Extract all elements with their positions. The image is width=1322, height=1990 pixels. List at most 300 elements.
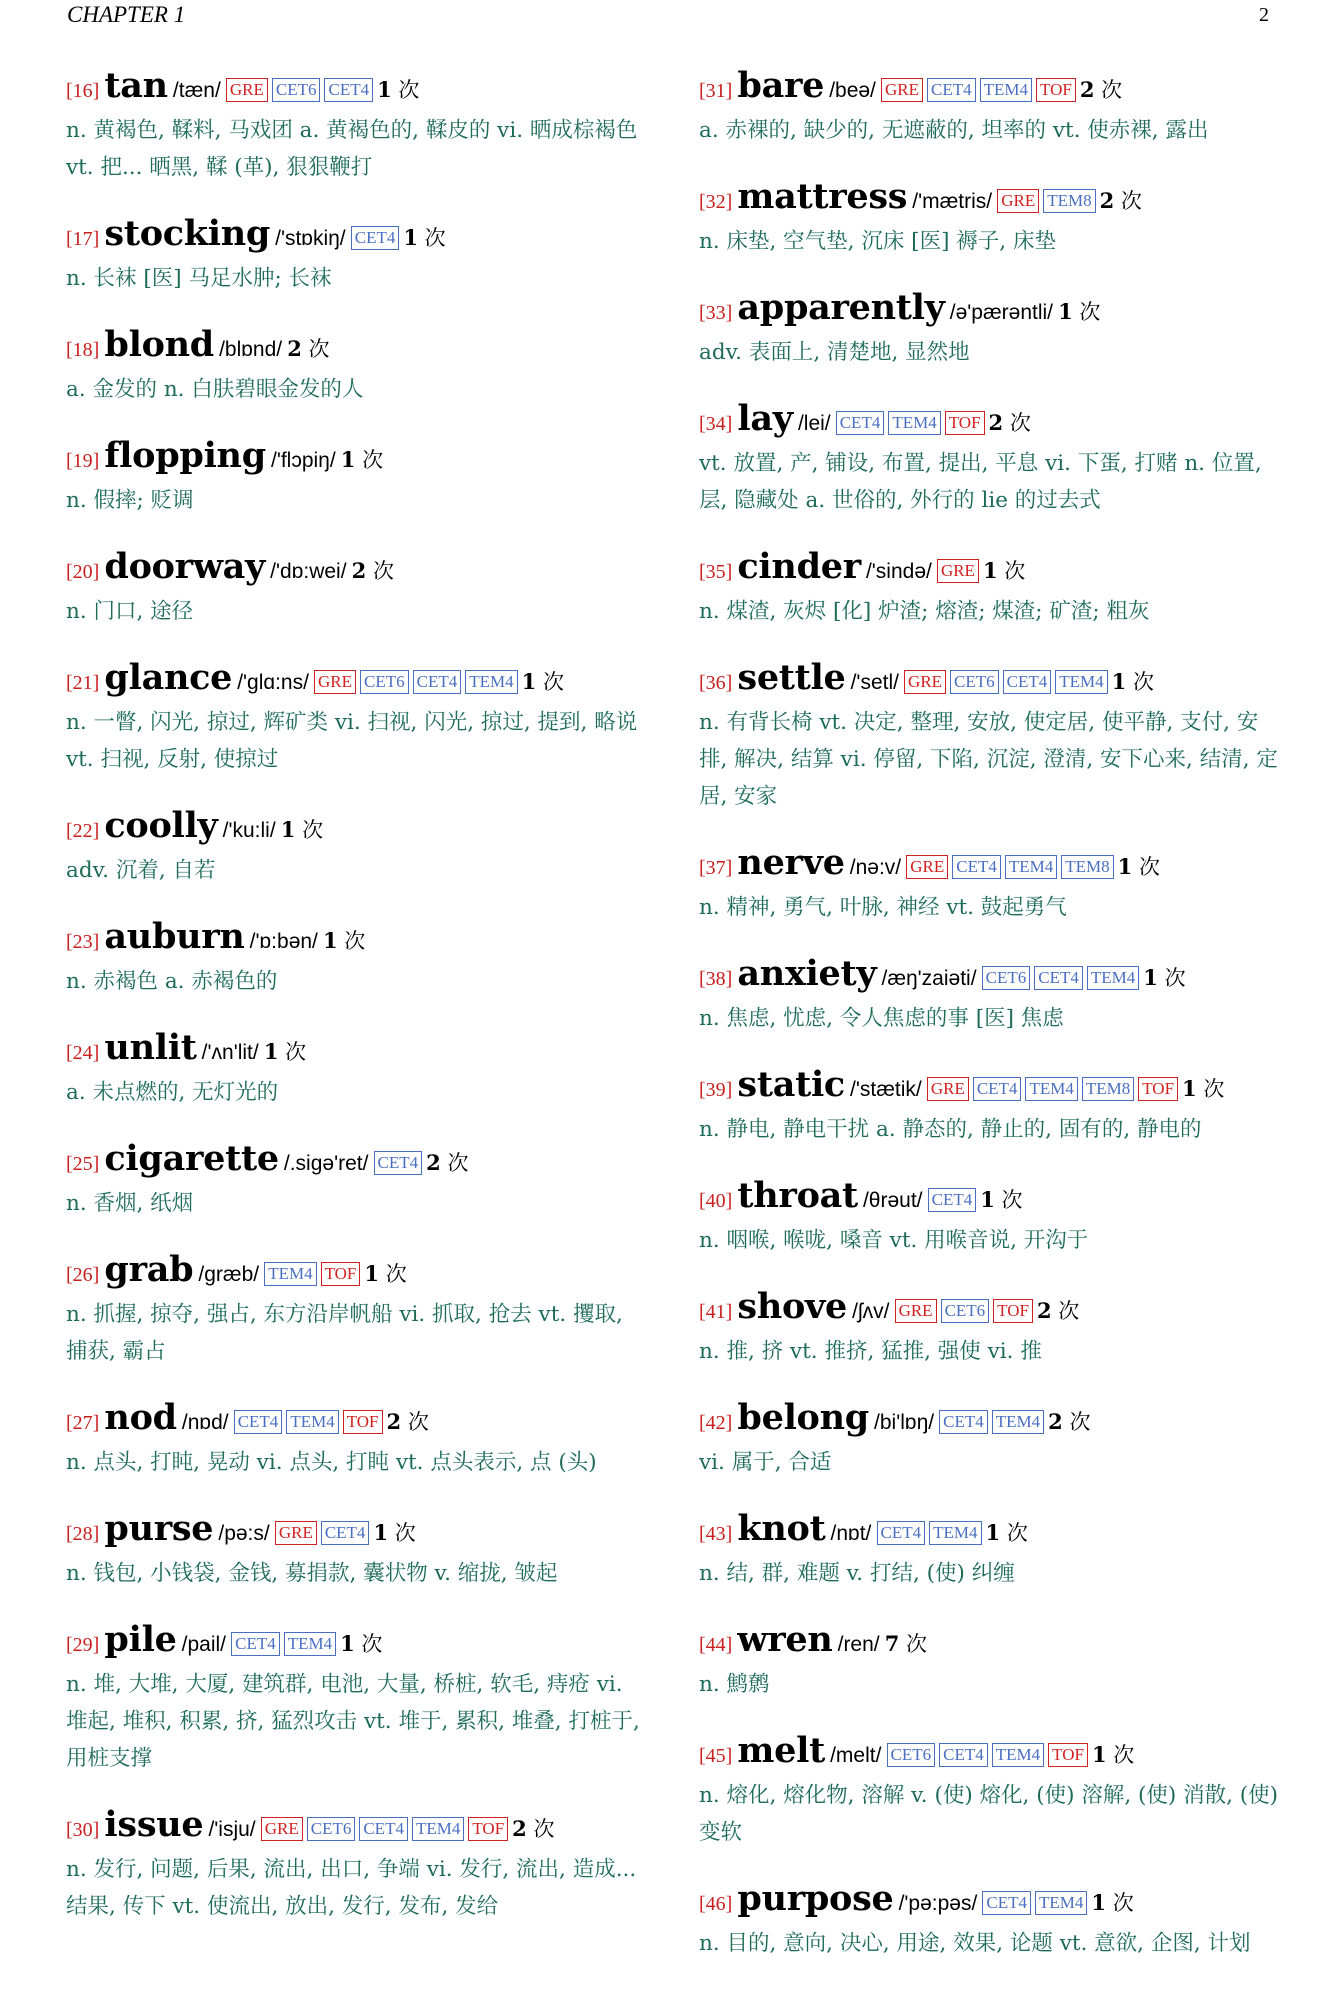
vocab-entry xyxy=(699,1731,1279,1851)
exam-tag: CET6 xyxy=(950,670,999,694)
entry-number: [18] xyxy=(66,339,100,361)
entry-number: [19] xyxy=(66,450,100,472)
entry-headline xyxy=(66,806,646,852)
headword: nerve xyxy=(737,842,845,883)
occurrence-count xyxy=(1092,1743,1134,1767)
pronunciation: /nɒt/ xyxy=(830,1522,872,1545)
entry-number: [42] xyxy=(699,1412,733,1434)
count-suffix: 次 xyxy=(1164,966,1186,990)
vocab-entry xyxy=(66,658,646,778)
count-number: 1 xyxy=(1182,1076,1197,1101)
count-number: 7 xyxy=(884,1631,900,1656)
headword: unlit xyxy=(104,1027,197,1068)
exam-tag: GRE xyxy=(906,855,948,879)
definition: n. 目的, 意向, 决心, 用途, 效果, 论题 vt. 意欲, 企图, 计划 xyxy=(699,1931,1251,1956)
occurrence-count xyxy=(1118,855,1160,879)
exam-tag: GRE xyxy=(275,1521,317,1545)
occurrence-count xyxy=(1143,966,1185,990)
count-suffix: 次 xyxy=(1113,1743,1135,1767)
exam-tag: TOF xyxy=(993,1299,1033,1323)
exam-tag: TOF xyxy=(343,1410,383,1434)
pronunciation: /'ɒ:bən/ xyxy=(249,930,318,953)
occurrence-count xyxy=(377,78,419,102)
occurrence-count xyxy=(264,1040,306,1064)
vocab-entry xyxy=(699,288,1279,371)
entry-headline xyxy=(66,1139,646,1185)
pronunciation: /'isju/ xyxy=(208,1818,256,1841)
entry-headline xyxy=(66,1398,646,1444)
count-suffix: 次 xyxy=(1112,1891,1134,1915)
count-suffix: 次 xyxy=(1120,189,1142,213)
entry-number: [39] xyxy=(699,1079,733,1101)
vocab-entry xyxy=(66,547,646,630)
count-suffix: 次 xyxy=(1079,300,1101,324)
exam-tag: CET4 xyxy=(234,1410,283,1434)
entry-number: [29] xyxy=(66,1634,100,1656)
exam-tag: TEM4 xyxy=(980,78,1032,102)
occurrence-count xyxy=(989,411,1031,435)
count-number: 2 xyxy=(287,336,302,361)
occurrence-count xyxy=(1058,300,1100,324)
entry-number: [36] xyxy=(699,672,733,694)
exam-tag: GRE xyxy=(226,78,268,102)
pronunciation: /tæn/ xyxy=(172,79,221,102)
vocab-entry xyxy=(66,1250,646,1370)
occurrence-count xyxy=(1112,670,1154,694)
exam-tag: TOF xyxy=(1138,1077,1178,1101)
headword: pile xyxy=(104,1619,177,1660)
count-number: 1 xyxy=(377,77,392,102)
headword: cigarette xyxy=(104,1138,279,1179)
entry-headline xyxy=(66,1620,646,1666)
exam-tag: TEM8 xyxy=(1061,855,1113,879)
exam-tag: TEM4 xyxy=(264,1262,316,1286)
exam-tag: TEM4 xyxy=(284,1632,336,1656)
occurrence-count xyxy=(364,1262,406,1286)
vocab-entry xyxy=(699,1398,1279,1481)
headword: flopping xyxy=(104,435,266,476)
vocab-entry xyxy=(699,177,1279,260)
entry-headline xyxy=(66,325,646,371)
exam-tag: CET4 xyxy=(973,1077,1022,1101)
entry-number: [44] xyxy=(699,1634,733,1656)
headword: knot xyxy=(737,1508,826,1549)
count-suffix: 次 xyxy=(1004,559,1026,583)
headword: auburn xyxy=(104,916,245,957)
count-number: 2 xyxy=(1048,1409,1063,1434)
exam-tag: CET4 xyxy=(928,1188,977,1212)
count-suffix: 次 xyxy=(344,929,366,953)
occurrence-count xyxy=(885,1632,927,1656)
exam-tag: CET6 xyxy=(941,1299,990,1323)
entry-headline xyxy=(699,547,1279,593)
occurrence-count xyxy=(983,559,1025,583)
count-suffix: 次 xyxy=(542,670,564,694)
exam-tag: TOF xyxy=(321,1262,361,1286)
occurrence-count xyxy=(1080,78,1122,102)
definition: n. 抓握, 掠夺, 强占, 东方沿岸帆船 vi. 抓取, 抢去 vt. 攫取, 捕获, 霸占 xyxy=(66,1302,623,1364)
entry-number: [23] xyxy=(66,931,100,953)
entry-headline xyxy=(699,399,1279,445)
definition: n. 鹪鹩 xyxy=(699,1672,770,1697)
definition: n. 假摔; 贬调 xyxy=(66,488,194,513)
exam-tag: TOF xyxy=(1048,1743,1088,1767)
entry-headline xyxy=(66,1509,646,1555)
pronunciation: /ə'pærəntli/ xyxy=(949,301,1054,324)
headword: anxiety xyxy=(737,953,877,994)
count-number: 1 xyxy=(1058,299,1073,324)
entry-headline xyxy=(699,1509,1279,1555)
count-suffix: 次 xyxy=(533,1817,555,1841)
count-suffix: 次 xyxy=(398,78,420,102)
count-suffix: 次 xyxy=(447,1151,469,1175)
count-suffix: 次 xyxy=(1138,855,1160,879)
entry-headline xyxy=(699,288,1279,334)
entry-number: [26] xyxy=(66,1264,100,1286)
count-suffix: 次 xyxy=(1001,1188,1023,1212)
count-number: 1 xyxy=(403,225,418,250)
occurrence-count xyxy=(341,448,383,472)
count-suffix: 次 xyxy=(1101,78,1123,102)
entry-headline xyxy=(699,1398,1279,1444)
definition: n. 推, 挤 vt. 推挤, 猛推, 强使 vi. 推 xyxy=(699,1339,1042,1364)
entry-number: [35] xyxy=(699,561,733,583)
definition: vi. 属于, 合适 xyxy=(699,1450,832,1475)
vocab-entry xyxy=(699,1509,1279,1592)
count-number: 1 xyxy=(1111,669,1127,694)
count-suffix: 次 xyxy=(362,448,384,472)
headword: coolly xyxy=(104,805,218,846)
pronunciation: /ren/ xyxy=(837,1633,880,1656)
pronunciation: /lei/ xyxy=(797,412,831,435)
exam-tag: CET6 xyxy=(307,1817,356,1841)
occurrence-count xyxy=(1091,1891,1133,1915)
headword: lay xyxy=(737,398,793,439)
occurrence-count xyxy=(352,559,394,583)
definition: n. 黄褐色, 鞣料, 马戏团 a. 黄褐色的, 鞣皮的 vi. 晒成棕褐色 vt. 把... 晒黑, 鞣 (革), 狠狠鞭打 xyxy=(66,118,638,180)
count-number: 1 xyxy=(982,558,998,583)
count-number: 1 xyxy=(263,1039,279,1064)
count-number: 1 xyxy=(280,817,296,842)
entry-number: [16] xyxy=(66,80,100,102)
headword: blond xyxy=(104,324,214,365)
exam-tag: GRE xyxy=(314,670,356,694)
exam-tag: CET4 xyxy=(952,855,1001,879)
count-suffix: 次 xyxy=(1069,1410,1091,1434)
entry-headline xyxy=(66,1250,646,1296)
vocab-entry xyxy=(699,547,1279,630)
exam-tag: CET4 xyxy=(359,1817,408,1841)
vocab-entry xyxy=(699,399,1279,519)
exam-tag: GRE xyxy=(895,1299,937,1323)
entry-headline xyxy=(699,658,1279,704)
definition: n. 结, 群, 难题 v. 打结, (使) 纠缠 xyxy=(699,1561,1015,1586)
definition: n. 钱包, 小钱袋, 金钱, 募捐款, 囊状物 v. 缩拢, 皱起 xyxy=(66,1561,558,1586)
pronunciation: /nɒd/ xyxy=(181,1411,229,1434)
entry-number: [32] xyxy=(699,191,733,213)
entry-number: [17] xyxy=(66,228,100,250)
occurrence-count xyxy=(287,337,329,361)
exam-tag: CET4 xyxy=(413,670,462,694)
exam-tag: TEM8 xyxy=(1043,189,1095,213)
headword: cinder xyxy=(737,546,861,587)
definition: n. 静电, 静电干扰 a. 静态的, 静止的, 固有的, 静电的 xyxy=(699,1117,1202,1142)
count-number: 1 xyxy=(322,928,338,953)
vocab-entry xyxy=(699,1287,1279,1370)
entry-number: [41] xyxy=(699,1301,733,1323)
exam-tag: TEM4 xyxy=(1055,670,1107,694)
exam-tag: TOF xyxy=(1036,78,1076,102)
occurrence-count xyxy=(403,226,445,250)
headword: throat xyxy=(737,1175,858,1216)
definition: n. 堆, 大堆, 大厦, 建筑群, 电池, 大量, 桥桩, 软毛, 痔疮 vi. 堆起, 堆积, 积累, 挤, 猛烈攻击 vt. 堆于, 累积, 堆叠, 打桩于, 用桩支撑 xyxy=(66,1672,640,1771)
count-number: 2 xyxy=(1036,1298,1052,1323)
vocab-entry xyxy=(699,1620,1279,1703)
exam-tag: TEM4 xyxy=(1025,1077,1077,1101)
occurrence-count xyxy=(1182,1077,1224,1101)
definition: n. 点头, 打盹, 晃动 vi. 点头, 打盹 vt. 点头表示, 点 (头) xyxy=(66,1450,597,1475)
pronunciation: /græb/ xyxy=(198,1263,260,1286)
entry-number: [20] xyxy=(66,561,100,583)
definition: n. 发行, 问题, 后果, 流出, 出口, 争端 vi. 发行, 流出, 造成... 结果, 传下 vt. 使流出, 放出, 发行, 发布, 发给 xyxy=(66,1857,637,1919)
vocab-entry xyxy=(699,66,1279,149)
pronunciation: /blɒnd/ xyxy=(219,338,283,361)
definition: a. 赤裸的, 缺少的, 无遮蔽的, 坦率的 vt. 使赤裸, 露出 xyxy=(699,118,1209,143)
exam-tag: CET4 xyxy=(231,1632,280,1656)
entry-headline xyxy=(699,1731,1279,1777)
exam-tag: CET4 xyxy=(321,1521,370,1545)
occurrence-count xyxy=(340,1632,382,1656)
count-suffix: 次 xyxy=(1203,1077,1225,1101)
count-number: 1 xyxy=(1091,1890,1107,1915)
vocab-entry xyxy=(66,436,646,519)
exam-tag: GRE xyxy=(937,559,979,583)
count-suffix: 次 xyxy=(285,1040,307,1064)
entry-number: [30] xyxy=(66,1819,100,1841)
entry-headline xyxy=(699,843,1279,889)
count-number: 1 xyxy=(373,1520,389,1545)
vocab-entry xyxy=(66,1620,646,1777)
definition: n. 精神, 勇气, 叶脉, 神经 vt. 鼓起勇气 xyxy=(699,895,1067,920)
exam-tag: TOF xyxy=(468,1817,508,1841)
entry-headline xyxy=(699,954,1279,1000)
headword: shove xyxy=(737,1286,848,1327)
pronunciation: /bi'lɒŋ/ xyxy=(874,1411,935,1434)
definition: n. 一瞥, 闪光, 掠过, 辉矿类 vi. 扫视, 闪光, 掠过, 提到, 略说 vt. 扫视, 反射, 使掠过 xyxy=(66,710,638,772)
exam-tag: CET6 xyxy=(982,966,1031,990)
pronunciation: /'dɒ:wei/ xyxy=(270,560,347,583)
headword: nod xyxy=(104,1397,177,1438)
chapter-title: CHAPTER 1 xyxy=(67,2,186,27)
pronunciation: /'mætris/ xyxy=(912,190,993,213)
vocab-entry xyxy=(66,66,646,186)
definition: n. 熔化, 熔化物, 溶解 v. (使) 熔化, (使) 溶解, (使) 消散, (使) 变软 xyxy=(699,1783,1279,1845)
pronunciation: /pail/ xyxy=(181,1633,227,1656)
exam-tag: CET6 xyxy=(272,78,321,102)
count-number: 1 xyxy=(985,1520,1001,1545)
left-column xyxy=(66,66,646,1953)
vocab-entry xyxy=(66,1509,646,1592)
exam-tag: TEM4 xyxy=(412,1817,464,1841)
count-suffix: 次 xyxy=(385,1262,407,1286)
count-number: 2 xyxy=(1099,188,1115,213)
entry-headline xyxy=(699,1287,1279,1333)
right-column xyxy=(699,66,1279,1990)
occurrence-count xyxy=(1037,1299,1079,1323)
count-number: 1 xyxy=(980,1187,995,1212)
exam-tag: TEM4 xyxy=(992,1743,1044,1767)
exam-tag: TEM4 xyxy=(286,1410,338,1434)
count-number: 2 xyxy=(351,558,367,583)
entry-number: [24] xyxy=(66,1042,100,1064)
occurrence-count xyxy=(426,1151,468,1175)
vocab-entry xyxy=(66,1028,646,1111)
headword: purpose xyxy=(737,1878,894,1919)
exam-tag: TEM8 xyxy=(1082,1077,1134,1101)
entry-number: [45] xyxy=(699,1745,733,1767)
occurrence-count xyxy=(1100,189,1142,213)
vocab-entry xyxy=(66,1805,646,1925)
entry-headline xyxy=(699,1620,1279,1666)
vocab-entry xyxy=(699,658,1279,815)
definition: n. 焦虑, 忧虑, 令人焦虑的事 [医] 焦虑 xyxy=(699,1006,1064,1031)
entry-number: [21] xyxy=(66,672,100,694)
entry-headline xyxy=(66,214,646,260)
count-number: 2 xyxy=(988,410,1004,435)
entry-number: [31] xyxy=(699,80,733,102)
count-number: 1 xyxy=(340,1631,355,1656)
count-number: 1 xyxy=(1143,965,1158,990)
entry-number: [43] xyxy=(699,1523,733,1545)
entry-number: [37] xyxy=(699,857,733,879)
entry-headline xyxy=(66,1805,646,1851)
exam-tag: CET6 xyxy=(887,1743,936,1767)
vocab-entry xyxy=(699,954,1279,1037)
headword: settle xyxy=(737,657,846,698)
entry-number: [38] xyxy=(699,968,733,990)
pronunciation: /nə:v/ xyxy=(849,856,902,879)
exam-tag: TEM4 xyxy=(929,1521,981,1545)
pronunciation: /ʃʌv/ xyxy=(852,1300,890,1323)
entry-headline xyxy=(699,177,1279,223)
pronunciation: /pə:s/ xyxy=(218,1522,270,1545)
entry-headline xyxy=(699,1065,1279,1111)
headword: tan xyxy=(104,65,168,106)
definition: n. 长袜 [医] 马足水肿; 长袜 xyxy=(66,266,332,291)
entry-number: [34] xyxy=(699,413,733,435)
headword: static xyxy=(737,1064,845,1105)
entry-headline xyxy=(66,658,646,704)
headword: doorway xyxy=(104,546,266,587)
entry-headline xyxy=(66,917,646,963)
vocab-entry xyxy=(66,917,646,1000)
count-number: 2 xyxy=(386,1409,402,1434)
entry-number: [25] xyxy=(66,1153,100,1175)
exam-tag: CET6 xyxy=(360,670,409,694)
entry-headline xyxy=(66,66,646,112)
exam-tag: CET4 xyxy=(939,1743,988,1767)
headword: purse xyxy=(104,1508,214,1549)
pronunciation: /'setl/ xyxy=(850,671,899,694)
count-suffix: 次 xyxy=(1058,1299,1080,1323)
exam-tag: CET4 xyxy=(939,1410,988,1434)
count-number: 1 xyxy=(1091,1742,1107,1767)
exam-tag: GRE xyxy=(927,1077,969,1101)
exam-tag: GRE xyxy=(881,78,923,102)
exam-tag: TEM4 xyxy=(1005,855,1057,879)
headword: belong xyxy=(737,1397,869,1438)
count-number: 2 xyxy=(512,1816,527,1841)
entry-number: [22] xyxy=(66,820,100,842)
exam-tag: CET4 xyxy=(836,411,885,435)
headword: issue xyxy=(104,1804,204,1845)
occurrence-count xyxy=(986,1521,1028,1545)
definition: n. 咽喉, 喉咙, 嗓音 vt. 用喉音说, 开沟于 xyxy=(699,1228,1089,1253)
count-suffix: 次 xyxy=(906,1632,928,1656)
definition: a. 未点燃的, 无灯光的 xyxy=(66,1080,279,1105)
exam-tag: TEM4 xyxy=(992,1410,1044,1434)
exam-tag: CET4 xyxy=(324,78,373,102)
page-number: 2 xyxy=(1259,4,1269,26)
headword: grab xyxy=(104,1249,194,1290)
count-suffix: 次 xyxy=(407,1410,429,1434)
headword: wren xyxy=(737,1619,833,1660)
count-number: 1 xyxy=(1117,854,1133,879)
count-number: 2 xyxy=(1079,77,1095,102)
vocab-entry xyxy=(66,806,646,889)
definition: n. 赤褐色 a. 赤褐色的 xyxy=(66,969,278,994)
entry-headline xyxy=(699,1176,1279,1222)
definition: n. 门口, 途径 xyxy=(66,599,194,624)
headword: bare xyxy=(737,65,825,106)
definition: n. 煤渣, 灰烬 [化] 炉渣; 熔渣; 煤渣; 矿渣; 粗灰 xyxy=(699,599,1150,624)
exam-tag: CET4 xyxy=(877,1521,926,1545)
exam-tag: GRE xyxy=(997,189,1039,213)
pronunciation: /'glɑ:ns/ xyxy=(237,671,309,694)
count-suffix: 次 xyxy=(361,1632,383,1656)
definition: n. 床垫, 空气垫, 沉床 [医] 褥子, 床垫 xyxy=(699,229,1056,254)
definition: a. 金发的 n. 白肤碧眼金发的人 xyxy=(66,377,364,402)
count-suffix: 次 xyxy=(424,226,446,250)
occurrence-count xyxy=(522,670,564,694)
headword: glance xyxy=(104,657,233,698)
count-number: 1 xyxy=(340,447,356,472)
entry-number: [28] xyxy=(66,1523,100,1545)
pronunciation: /melt/ xyxy=(830,1744,882,1767)
pronunciation: /'flɔpiŋ/ xyxy=(270,449,336,472)
exam-tag: TEM4 xyxy=(1087,966,1139,990)
vocab-entry xyxy=(699,1879,1279,1962)
exam-tag: TOF xyxy=(945,411,985,435)
count-number: 1 xyxy=(364,1261,380,1286)
headword: mattress xyxy=(737,176,908,217)
entry-number: [46] xyxy=(699,1893,733,1915)
occurrence-count xyxy=(281,818,323,842)
pronunciation: /æŋ'zaiəti/ xyxy=(881,967,977,990)
pronunciation: /beə/ xyxy=(829,79,876,102)
entry-number: [27] xyxy=(66,1412,100,1434)
entry-headline xyxy=(66,436,646,482)
entry-headline xyxy=(66,1028,646,1074)
count-suffix: 次 xyxy=(394,1521,416,1545)
exam-tag: GRE xyxy=(904,670,946,694)
pronunciation: /.sigə'ret/ xyxy=(283,1152,369,1175)
count-suffix: 次 xyxy=(1132,670,1154,694)
vocab-entry xyxy=(699,1065,1279,1148)
pronunciation: /'ku:li/ xyxy=(222,819,276,842)
headword: stocking xyxy=(104,213,271,254)
definition: adv. 沉着, 自若 xyxy=(66,858,216,883)
